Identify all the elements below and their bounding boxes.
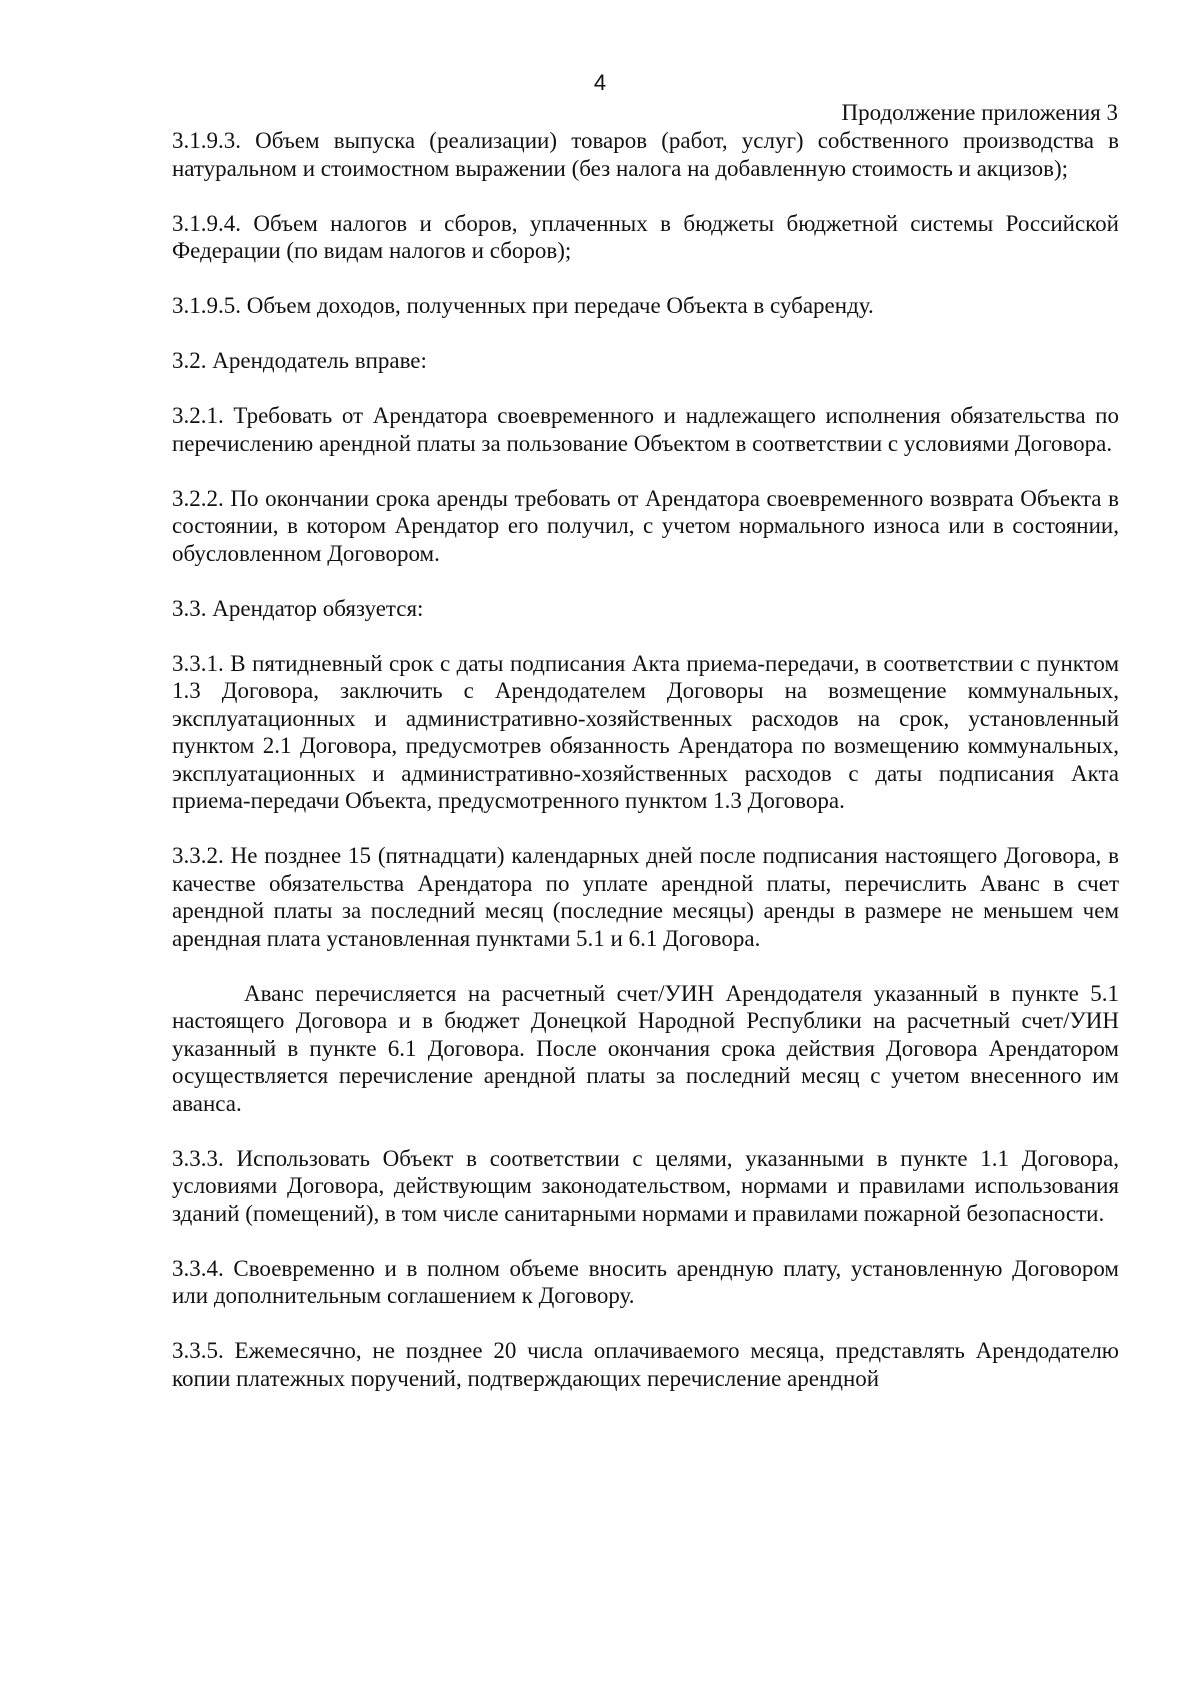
- paragraph-3-2-1: 3.2.1. Требовать от Арендатора своевременного и надлежащего исполнения обязательства по перечислению арендной платы за пользование Объектом в соответствии с условиями Договора.: [172, 403, 1119, 456]
- paragraph-3-1-9-4: 3.1.9.4. Объем налогов и сборов, уплаченных в бюджеты бюджетной системы Российской Федерации (по видам налогов и сборов);: [172, 210, 1119, 263]
- paragraph-3-2: 3.2. Арендодатель вправе:: [172, 348, 427, 373]
- paragraph-3-3-5: 3.3.5. Ежемесячно, не позднее 20 числа оплачиваемого месяца, представлять Арендодателю копии платежных поручений, подтверждающих перечисление арендной: [172, 1338, 1119, 1391]
- paragraph-3-3-3: 3.3.3. Использовать Объект в соответствии с целями, указанными в пункте 1.1 Договора, условиями Договора, действующим законодательством, нормами и правилами использования зданий (помещений), в том числе санитарными нормами и правилами пожарной безопасности.: [172, 1145, 1119, 1226]
- paragraph-3-3: 3.3. Арендатор обязуется:: [172, 595, 424, 621]
- paragraph-3-1-9-3: 3.1.9.3. Объем выпуска (реализации) товаров (работ, услуг) собственного производства в натуральном и стоимостном выражении (без налога на добавленную стоимость и акцизов);: [172, 128, 1119, 181]
- paragraph-3-3-2: 3.3.2. Не позднее 15 (пятнадцати) календарных дней после подписания настоящего Договора, в качестве обязательства Арендатора по уплате арендной платы, перечислить Аванс в счет арендной платы за последний месяц (последние месяцы) аренды в размере не меньшем чем арендная плата установленная пунктами 5.1 и 6.1 Договора.: [172, 843, 1119, 951]
- page-number: 4: [593, 70, 607, 95]
- appendix-continuation-note: Продолжение приложения 3: [841, 100, 1118, 125]
- paragraph-3-1-9-5: 3.1.9.5. Объем доходов, полученных при передаче Объекта в субаренду.: [172, 293, 874, 318]
- paragraph-3-3-1: 3.3.1. В пятидневный срок с даты подписания Акта приема-передачи, в соответствии с пунктом 1.3 Договора, заключить с Арендодателем Договоры на возмещение коммунальных, эксплуатационных и административно-хозяйственных расходов на срок, установленный пунктом 2.1 Договора, предусмотрев обязанность Арендатора по возмещению коммунальных, эксплуатационных и административно-хозяйственных расходов с даты подписания Акта приема-передачи Объекта, предусмотренного пунктом 1.3 Договора.: [172, 650, 1119, 813]
- paragraph-3-3-4: 3.3.4. Своевременно и в полном объеме вносить арендную плату, установленную Договором или дополнительным соглашением к Договору.: [172, 1255, 1119, 1308]
- paragraph-advance-payment: Аванс перечисляется на расчетный счет/УИН Арендодателя указанный в пункте 5.1 настоящего Договора и в бюджет Донецкой Народной Республики на расчетный счет/УИН указанный в пункте 6.1 Договора. После окончания срока действия Договора Арендатором осуществляется перечисление арендной платы за последний месяц с учетом внесенного им аванса.: [172, 980, 1119, 1116]
- document-body: [172, 127, 1119, 1392]
- paragraph-3-2-2: 3.2.2. По окончании срока аренды требовать от Арендатора своевременного возврата Объекта в состоянии, в котором Арендатор его получил, с учетом нормального износа или в состоянии, обусловленном Договором.: [172, 485, 1119, 566]
